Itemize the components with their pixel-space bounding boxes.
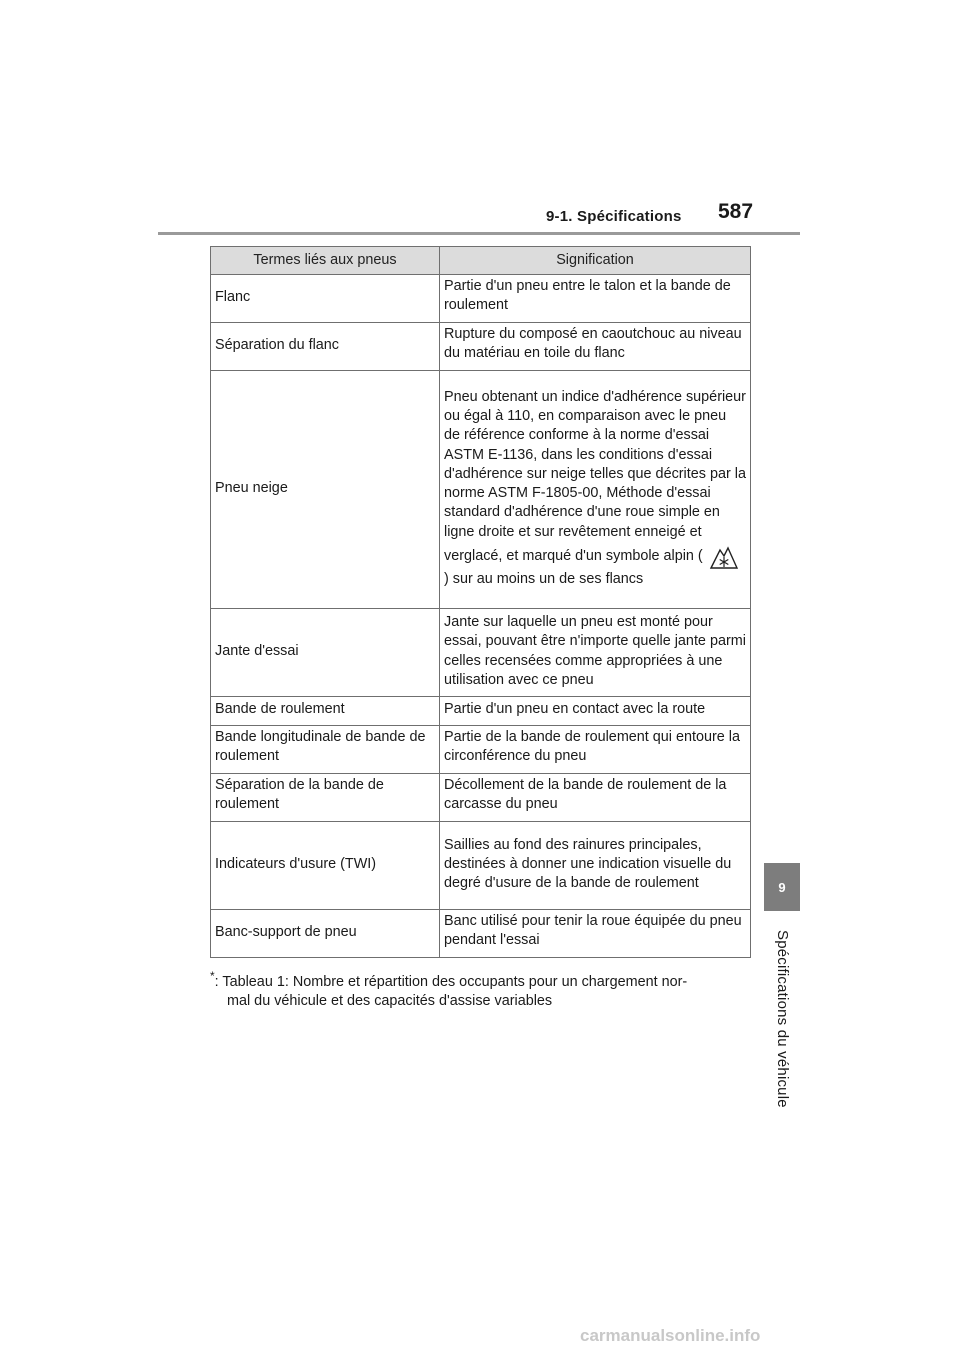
table-row — [211, 609, 751, 697]
table-row — [211, 774, 751, 822]
term-cell: Séparation de la bande de roulement — [211, 774, 440, 822]
tire-terms-table — [210, 246, 751, 958]
term-cell: Bande longitudinale de bande de roulement — [211, 726, 440, 774]
footnote — [210, 967, 755, 1011]
table-row — [211, 910, 751, 958]
table-row — [211, 371, 751, 609]
footnote-line-1: : Tableau 1: Nombre et répartition des occupants pour un chargement nor- — [214, 973, 688, 990]
meaning-cell: Saillies au fond des rainures principales, destinées à donner une indication visuelle du degré d'usure de la bande de roulement — [440, 822, 751, 910]
term-cell: Bande de roulement — [211, 697, 440, 726]
term-cell: Indicateurs d'usure (TWI) — [211, 822, 440, 910]
table-row — [211, 323, 751, 371]
table-row — [211, 822, 751, 910]
term-cell: Banc-support de pneu — [211, 910, 440, 958]
watermark: carmanualsonline.info — [580, 1326, 761, 1345]
meaning-text-part1: Pneu obtenant un indice d'adhérence supérieur ou égal à 110, en comparaison avec le pneu de référence conforme à la norme d'essai ASTM E-1136, dans les conditions d'essai d'adhérence sur neige telles que décrites par la norme ASTM F-1805-00, Méthode d'essai standard d'adhérence d'une roue simple en ligne droite et sur revêtement enneigé et verglacé, et marqué d'un symbole alpin ( — [444, 388, 746, 564]
meaning-cell: Partie de la bande de roulement qui entoure la circonférence du pneu — [440, 726, 751, 774]
term-cell: Flanc — [211, 275, 440, 323]
meaning-cell: Décollement de la bande de roulement de la carcasse du pneu — [440, 774, 751, 822]
table-row — [211, 697, 751, 726]
footnote-marker: * — [210, 969, 215, 983]
mountain-snowflake-icon — [709, 542, 739, 570]
chapter-tab[interactable]: 9 — [764, 863, 800, 911]
table-row — [211, 275, 751, 323]
meaning-text-part2: ) sur au moins un de ses flancs — [444, 571, 644, 588]
column-header-term: Termes liés aux pneus — [211, 247, 440, 275]
page-number: 587 — [718, 200, 754, 223]
term-cell: Séparation du flanc — [211, 323, 440, 371]
section-title: 9-1. Spécifications — [546, 208, 682, 225]
chapter-title: Spécifications du véhicule — [774, 930, 791, 1108]
table-header-row — [211, 247, 751, 275]
meaning-cell: Partie d'un pneu entre le talon et la bande de roulement — [440, 275, 751, 323]
term-cell: Pneu neige — [211, 371, 440, 609]
meaning-cell — [440, 371, 751, 609]
meaning-cell: Jante sur laquelle un pneu est monté pour essai, pouvant être n'importe quelle jante parmi celles recensées comme appropriées à une utilisation avec ce pneu — [440, 609, 751, 697]
column-header-meaning: Signification — [440, 247, 751, 275]
meaning-cell: Rupture du composé en caoutchouc au niveau du matériau en toile du flanc — [440, 323, 751, 371]
meaning-cell: Partie d'un pneu en contact avec la route — [440, 697, 751, 726]
table-row — [211, 726, 751, 774]
meaning-cell: Banc utilisé pour tenir la roue équipée du pneu pendant l'essai — [440, 910, 751, 958]
term-cell: Jante d'essai — [211, 609, 440, 697]
footnote-line-2: mal du véhicule et des capacités d'assise variables — [227, 993, 553, 1010]
header-rule — [158, 232, 800, 235]
